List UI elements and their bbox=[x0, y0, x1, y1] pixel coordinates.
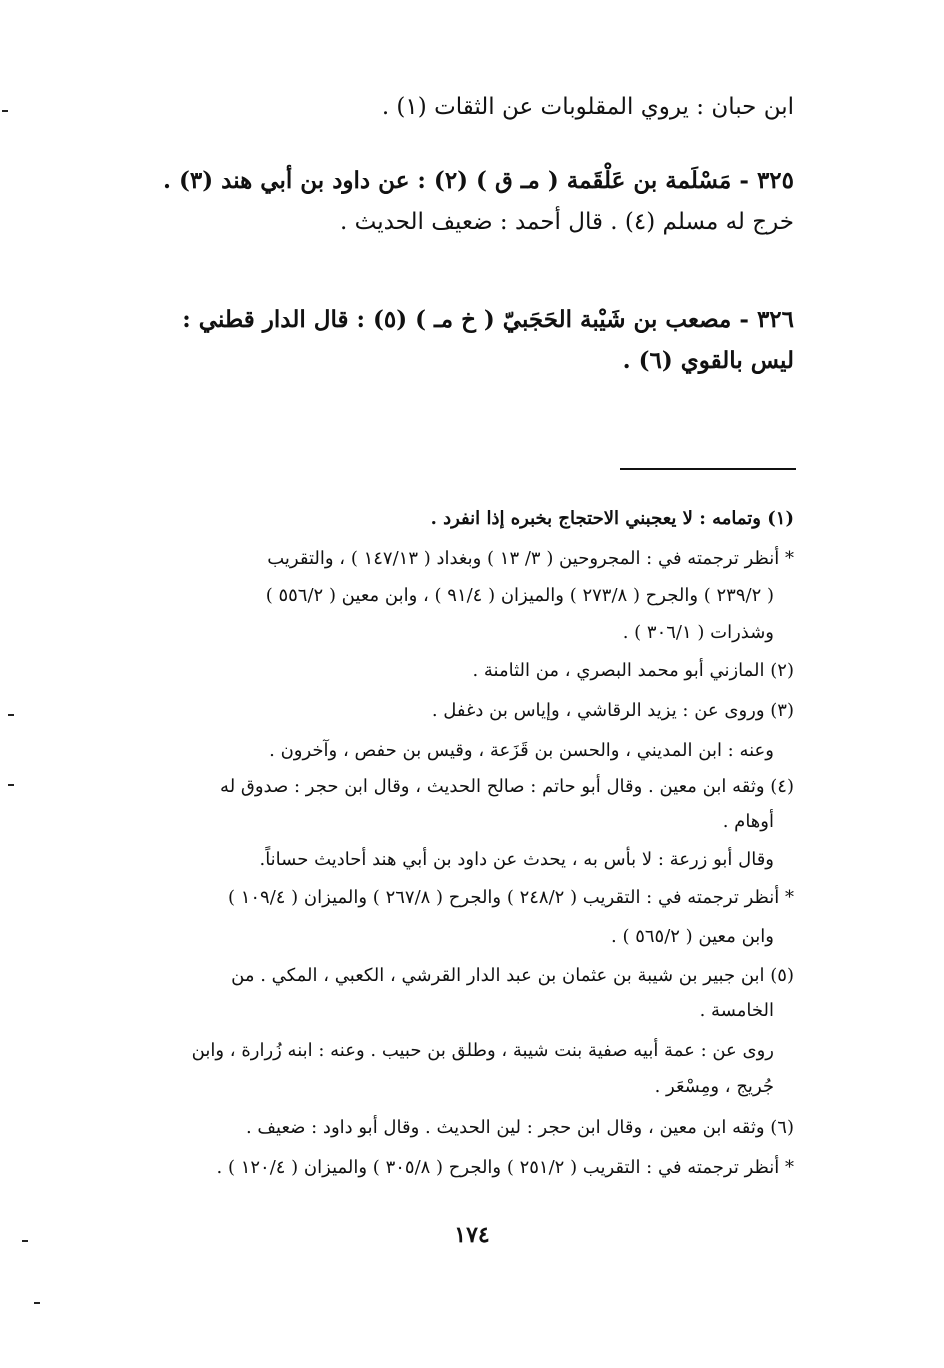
scan-mark bbox=[8, 784, 14, 786]
scan-mark bbox=[34, 1302, 40, 1304]
body-line-intro: ابن حبان : يروي المقلوبات عن الثقات (١) . bbox=[381, 94, 794, 120]
footnote-4-ref-line2: وابن معين ( ٥٦٥/٢ ) . bbox=[611, 926, 774, 947]
footnote-6-ref: * أنظر ترجمته في : التقريب ( ٢٥١/٢ ) والجرح ( ٣٠٥/٨ ) والميزان ( ١٢٠/٤ ) . bbox=[216, 1157, 794, 1178]
footnote-3-students: وعنه : ابن المديني ، والحسن بن قَزَعة ، وقيس بن حفص ، وآخرون . bbox=[269, 740, 774, 761]
entry-326-heading: ٣٢٦ - مصعب بن شَيْبة الحَجَبيّ ( خ مـ ) (٥) : قال الدار قطني : bbox=[182, 306, 794, 333]
scan-mark bbox=[8, 714, 14, 716]
page-number: ١٧٤ bbox=[454, 1222, 490, 1248]
entry-325-text: خرج له مسلم (٤) . قال أحمد : ضعيف الحديث . bbox=[339, 209, 794, 235]
scan-mark bbox=[22, 1240, 28, 1242]
footnote-5: (٥) ابن جبير بن شيبة بن عثمان بن عبد الدار القرشي ، الكعبي ، المكي . من bbox=[231, 965, 794, 986]
scan-mark bbox=[2, 110, 8, 112]
footnote-5-narrators: روى عن : عمة أبيه صفية بنت شيبة ، وطلق بن حبيب . وعنه : ابنه زُرارة ، وابن bbox=[191, 1040, 774, 1061]
footnote-4-continued: أوهام . bbox=[722, 811, 774, 832]
footnote-4-ref-line1: * أنظر ترجمته في : التقريب ( ٢٤٨/٢ ) والجرح ( ٢٦٧/٨ ) والميزان ( ١٠٩/٤ ) bbox=[227, 887, 794, 908]
footnote-3: (٣) وروى عن : يزيد الرقاشي ، وإياس بن دغفل . bbox=[431, 700, 794, 721]
entry-326-text: ليس بالقوي (٦) . bbox=[622, 347, 794, 374]
footnote-1-ref-line1: * أنظر ترجمته في : المجروحين ( ٣/ ١٣ ) وبغداد ( ١٤٧/١٣ ) ، والتقريب bbox=[267, 548, 794, 569]
footnote-5-continued: الخامسة . bbox=[699, 1000, 774, 1021]
footnote-separator bbox=[620, 468, 796, 470]
entry-325-heading: ٣٢٥ - مَسْلَمة بن عَلْقَمة ( مـ ق ) (٢) : عن داود بن أبي هند (٣) . bbox=[163, 167, 794, 194]
footnote-1-ref-line3: وشذرات ( ٣٠٦/١ ) . bbox=[622, 622, 774, 643]
footnote-1: (١) وتمامه : لا يعجبني الاحتجاج بخبره إذا انفرد . bbox=[430, 508, 794, 529]
footnote-5-narrators-continued: جُريج ، ومِسْعَر . bbox=[654, 1076, 774, 1097]
footnote-2: (٢) المازني أبو محمد البصري ، من الثامنة . bbox=[472, 660, 794, 681]
footnote-4-abu-zura: وقال أبو زرعة : لا بأس به ، يحدث عن داود بن أبي هند أحاديث حساناً. bbox=[259, 849, 774, 870]
footnote-4: (٤) وثقه ابن معين . وقال أبو حاتم : صالح الحديث ، وقال ابن حجر : صدوق له bbox=[220, 776, 794, 797]
footnote-6: (٦) وثقه ابن معين ، وقال ابن حجر : لين الحديث . وقال أبو داود : ضعيف . bbox=[245, 1117, 794, 1138]
footnote-1-ref-line2: ( ٢٣٩/٢ ) والجرح ( ٢٧٣/٨ ) والميزان ( ٩١/٤ ) ، وابن معين ( ٥٥٦/٢ ) bbox=[265, 585, 774, 606]
